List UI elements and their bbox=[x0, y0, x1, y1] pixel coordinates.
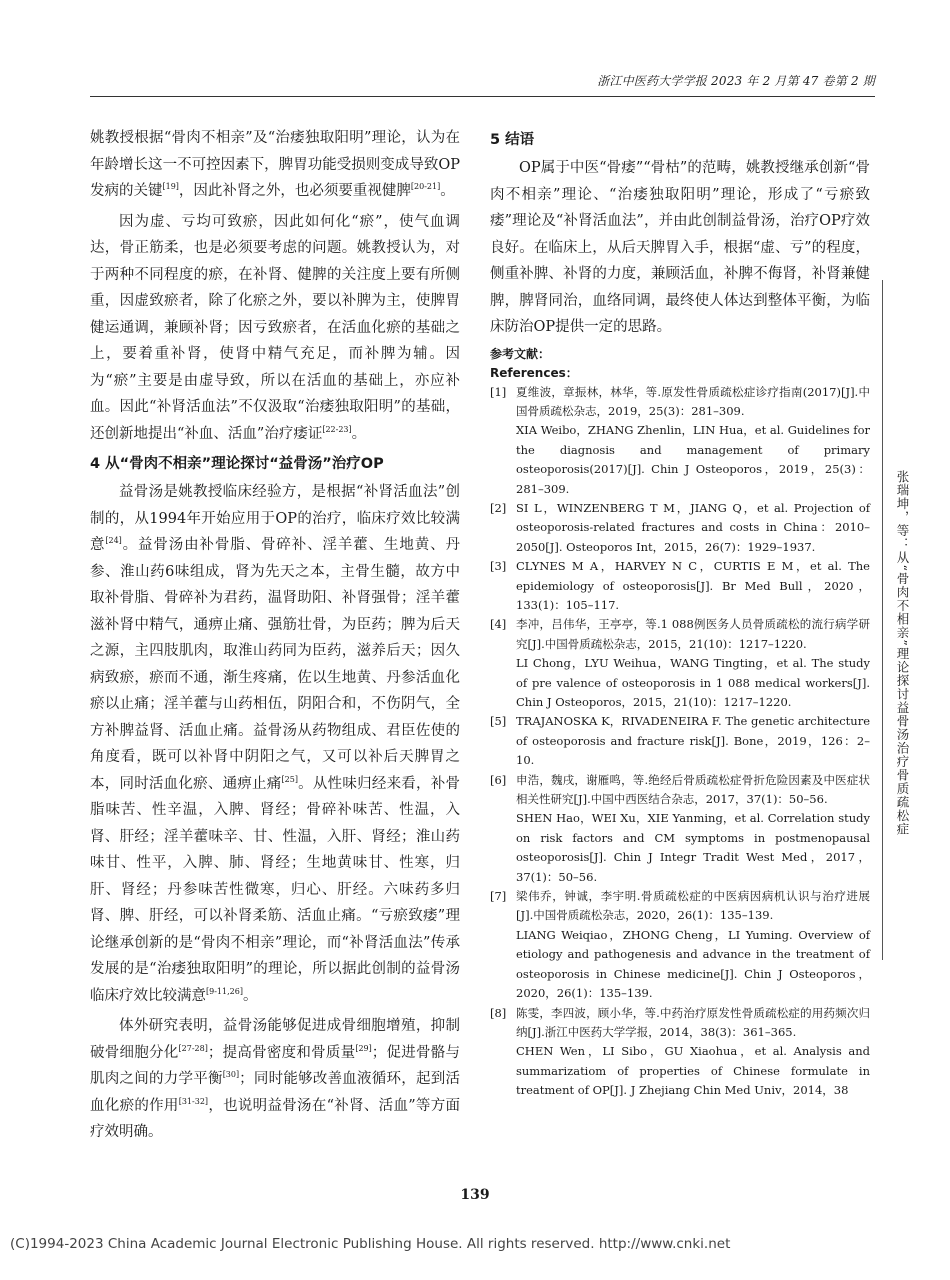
reference-text bbox=[516, 887, 870, 1003]
reference-number: [6] bbox=[490, 772, 507, 787]
page-number: 139 bbox=[460, 1187, 490, 1203]
text-run: 因为虚、亏均可致瘀，因此如何化“瘀”，使气血调达，骨正筋柔，也是必须要考虑的问题。姚教授认为，对于两种不同程度的瘀，在补肾、健脾的关注度上要有所侧重，因虚致瘀者，除了化瘀之外，要以补脾为主，使脾胃健运通调，兼顾补肾；因亏致瘀者，在活血化瘀的基础之上，要着重补肾，使肾中精气充足，而补脾为辅。因为“瘀”主要是由虚导致，所以在活血的基础上，亦应补血。因此“补肾活血法”不仅汲取“治痿独取阳明”的基础，还创新地提出“补血、活血”治疗痿证 bbox=[90, 213, 460, 442]
reference-item bbox=[490, 1004, 870, 1101]
text-run: 。 bbox=[351, 425, 367, 442]
text-run: 姚教授根据“骨肉不相亲”及“治痿独取阳明”理论，认为在年龄增长这一不可控因素下，脾胃功能受损则变成导致OP发病的关键 bbox=[90, 130, 460, 199]
citation-mark: [29] bbox=[355, 1043, 372, 1053]
body-paragraph bbox=[90, 209, 460, 448]
text-run: ，也说明益骨汤在“补肾、活血”等方面疗效明确。 bbox=[90, 1097, 461, 1140]
body-paragraph bbox=[490, 155, 870, 341]
section-heading bbox=[90, 451, 460, 477]
conclusion-section bbox=[490, 127, 870, 341]
right-column bbox=[490, 125, 870, 1101]
reference-entry: 李冲，吕伟华，王亭亭，等.1 088例医务人员骨质疏松的流行病学研究[J].中国骨质疏松杂志，2015，21(10)：1217–1220. bbox=[516, 617, 870, 651]
reference-item bbox=[490, 712, 870, 770]
body-paragraph bbox=[90, 1013, 460, 1146]
section-heading bbox=[490, 127, 870, 153]
header-rule bbox=[90, 96, 875, 97]
text-run: 5 结语 bbox=[490, 132, 535, 148]
text-run: OP属于中医“骨痿”“骨枯”的范畴，姚教授继承创新“骨肉不相亲”理论、“治痿独取阳明”理论，形成了“亏瘀致痿”理论及“补肾活血法”，并由此创制益骨汤，治疗OP疗效良好。在临床上，从后天脾胃入手，根据“虚、亏”的程度，侧重补脾、补肾的力度，兼顾活血，补脾不侮肾，补肾兼健脾，脾肾同治，血络同调，最终使人体达到整体平衡，为临床防治OP提供一定的思路。 bbox=[490, 160, 870, 335]
citation-mark: [25] bbox=[281, 774, 298, 784]
text-run: 。 bbox=[440, 183, 455, 199]
running-title: 张瑞坤，等：从“骨肉不相亲”理论探讨益骨汤治疗骨质疏松症 bbox=[895, 470, 910, 836]
reference-item bbox=[490, 615, 870, 712]
reference-text bbox=[516, 615, 870, 712]
reference-entry: 夏维波，章振林，林华，等.原发性骨质疏松症诊疗指南(2017)[J].中国骨质疏松杂志，2019，25(3)：281–309. bbox=[516, 384, 870, 418]
reference-number: [2] bbox=[490, 500, 507, 515]
text-run: ；同时能够改善血液循环，起到活血化瘀的作用 bbox=[90, 1071, 461, 1114]
references-label-cn: 参考文献： bbox=[490, 346, 551, 361]
reference-entry: LIANG Weiqiao，ZHONG Cheng，LI Yuming. Overview of etiology and pathogenesis and advance in the treatment of osteoporosis in Chinese medicine[J]. Chin J Osteoporos，2020，26(1)：135–139. bbox=[516, 927, 870, 1001]
reference-number: [7] bbox=[490, 889, 507, 904]
reference-entry: LI Chong，LYU Weihua，WANG Tingting，et al. The study of pre valence of osteoporosis in 1 088 medical workers[J]. Chin J Osteoporos，2015，21(10)：1217–1220. bbox=[516, 656, 870, 709]
side-divider bbox=[882, 280, 883, 960]
reference-entry: SHEN Hao，WEI Xu，XIE Yanming，et al. Correlation study on risk factors and CM symptoms in postmenopausal osteoporosis[J]. Chin J Integr Tradit West Med，2017，37(1)：50–56. bbox=[516, 811, 870, 884]
reference-entry: CLYNES M A，HARVEY N C，CURTIS E M，et al. The epidemiology of osteoporosis[J]. Br Med Bull，2020，133(1)：105–117. bbox=[516, 559, 870, 612]
reference-number: [5] bbox=[490, 714, 507, 729]
body-paragraph bbox=[90, 125, 460, 205]
reference-number: [3] bbox=[490, 559, 507, 574]
reference-text bbox=[516, 499, 870, 557]
reference-entry: 陈雯，李四波，顾小华，等.中药治疗原发性骨质疏松症的用药频次归纳[J].浙江中医药大学学报，2014，38(3)：361–365. bbox=[516, 1005, 870, 1039]
citation-mark: [9-11,26] bbox=[206, 986, 243, 996]
reference-item bbox=[490, 383, 870, 499]
text-run: 益骨汤是姚教授临床经验方，是根据“补肾活血法”创制的，从1994年开始应用于OP的治疗，临床疗效比较满意 bbox=[90, 484, 460, 553]
reference-entry: 梁伟乔，钟诚，李宇明.骨质疏松症的中医病因病机认识与治疗进展[J].中国骨质疏松杂志，2020，26(1)：135–139. bbox=[516, 889, 870, 923]
reference-entry: SI L，WINZENBERG T M，JIANG Q，et al. Projection of osteoporosis-related fractures and costs in China：2010–2050[J]. Osteoporos Int，2015，26(7)：1929–1937. bbox=[516, 500, 870, 554]
text-run: ；促进骨骼与肌肉之间的力学平衡 bbox=[90, 1044, 461, 1087]
left-column bbox=[90, 125, 460, 1150]
citation-mark: [20-21] bbox=[410, 182, 441, 192]
text-run: ，因此补肾之外，也必须要重视健脾 bbox=[178, 183, 411, 199]
text-run: 4 从“骨肉不相亲”理论探讨“益骨汤”治疗OP bbox=[90, 456, 384, 472]
reference-text bbox=[516, 383, 870, 499]
journal-header: 浙江中医药大学学报 2023 年 2 月第 47 卷第 2 期 bbox=[597, 74, 875, 88]
reference-entry: 申浩，魏戌，谢雁鸣，等.绝经后骨质疏松症骨折危险因素及中医症状相关性研究[J].中国中西医结合杂志，2017，37(1)：50–56. bbox=[516, 772, 870, 807]
reference-item bbox=[490, 499, 870, 557]
reference-text bbox=[516, 712, 870, 770]
citation-mark: [27-28] bbox=[178, 1043, 208, 1053]
reference-item bbox=[490, 771, 870, 887]
reference-number: [1] bbox=[490, 384, 507, 399]
text-run: 体外研究表明，益骨汤能够促进成骨细胞增殖，抑制破骨细胞分化 bbox=[90, 1018, 460, 1061]
text-run: 。 bbox=[242, 987, 258, 1004]
citation-mark: [30] bbox=[222, 1070, 240, 1080]
text-run: 。从性味归经来看，补骨脂味苦、性辛温，入脾、肾经；骨碎补味苦、性温，入肾、肝经；淫羊藿味辛、甘、性温，入肝、肾经；淮山药味甘、性平，入脾、肺、肾经；生地黄味甘、性寒，归肝、肾经；丹参味苦性微寒，归心、肝经。六味药多归肾、脾、肝经，可以补肾柔筋、活血止痛。“亏瘀致痿”理论继承创新的是“骨肉不相亲”理论，而“补肾活血法”传承发展的是“治痿独取阳明”的理论，所以据此创制的益骨汤临床疗效比较满意 bbox=[90, 775, 461, 1004]
references-label-en: References： bbox=[490, 365, 578, 380]
reference-number: [8] bbox=[490, 1005, 507, 1020]
citation-mark: [24] bbox=[105, 536, 122, 546]
reference-text bbox=[516, 557, 870, 615]
reference-item bbox=[490, 887, 870, 1003]
text-run: ；提高骨密度和骨质量 bbox=[207, 1044, 356, 1061]
reference-text bbox=[516, 1004, 870, 1101]
copyright-footer: (C)1994-2023 China Academic Journal Electronic Publishing House. All rights reserved. http://www.cnki.net bbox=[10, 1236, 731, 1252]
reference-number: [4] bbox=[490, 617, 507, 632]
reference-list bbox=[490, 383, 870, 1101]
reference-entry: TRAJANOSKA K，RIVADENEIRA F. The genetic architecture of osteoporosis and fracture risk[J]. Bone，2019，126：2–10. bbox=[516, 714, 870, 768]
reference-entry: XIA Weibo，ZHANG Zhenlin，LIN Hua，et al. Guidelines for the diagnosis and management of primary osteoporosis(2017)[J]. Chin J Osteoporos，2019，25(3)：281–309. bbox=[516, 423, 870, 496]
citation-mark: [31-32] bbox=[178, 1096, 209, 1106]
reference-text bbox=[516, 771, 870, 887]
reference-entry: CHEN Wen，LI Sibo，GU Xiaohua，et al. Analysis and summarizatiom of properties of Chinese formulate in treatment of OP[J]. J Zhejiang Chin Med Univ，2014，38 bbox=[516, 1044, 870, 1098]
body-paragraph bbox=[90, 479, 460, 1009]
citation-mark: [19] bbox=[162, 182, 179, 192]
citation-mark: [22-23] bbox=[322, 424, 352, 434]
reference-item bbox=[490, 557, 870, 615]
text-run: 。益骨汤由补骨脂、骨碎补、淫羊藿、生地黄、丹参、淮山药6味组成，肾为先天之本，主骨生髓，故方中取补骨脂、骨碎补为君药，温肾助阳、补肾强骨；淫羊藿滋补肾中精气，通痹止痛、强筋壮骨，为臣药；脾为后天之源，主四肢肌肉，取淮山药同为臣药，滋养后天；因久病致瘀，瘀而不通，渐生疼痛，佐以生地黄、丹参活血化瘀以止痛；淫羊藿与山药相伍，阴阳合和，不伤阴气，全方补脾益肾、活血止痛。益骨汤从药物组成、君臣佐使的角度看，既可以补肾中阴阳之气，又可以补后天脾胃之本，同时活血化瘀、通痹止痛 bbox=[90, 537, 461, 792]
